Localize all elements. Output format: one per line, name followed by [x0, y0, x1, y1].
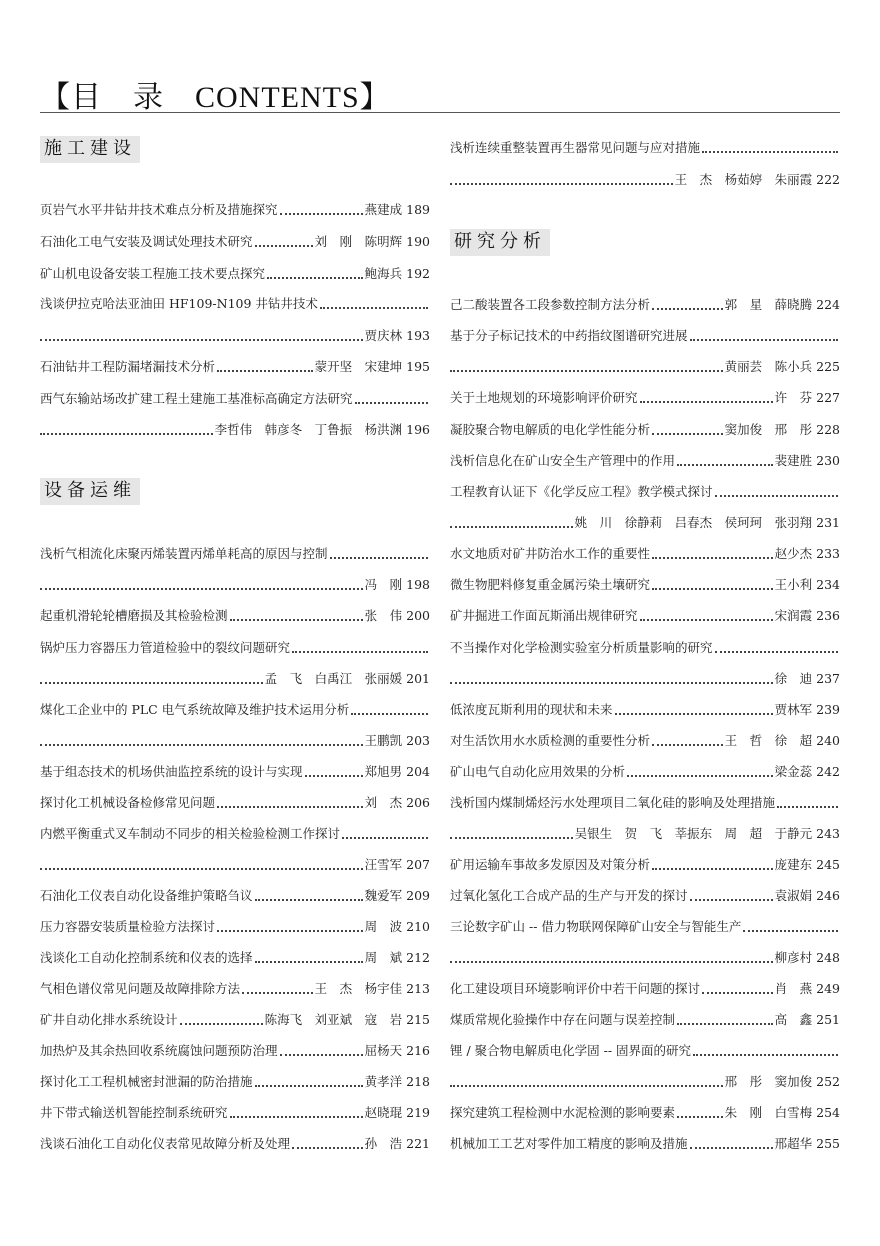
dot-leader	[40, 744, 363, 746]
entry-author: 周 波	[364, 919, 403, 934]
toc-entry[interactable]	[450, 324, 840, 344]
entry-title: 压力容器安装质量检验方法探讨	[40, 919, 216, 934]
entry-page-number: 221	[406, 1136, 430, 1151]
entry-title: 机械加工工艺对零件加工精度的影响及措施	[450, 1136, 688, 1151]
toc-entry-continuation[interactable]	[40, 573, 430, 593]
toc-entry[interactable]	[40, 355, 430, 375]
entry-author: 邢超华	[774, 1136, 813, 1151]
entry-page-number: 219	[406, 1105, 430, 1120]
entry-title: 矿用运输车事故多发原因及对策分析	[450, 857, 651, 872]
toc-header	[40, 70, 840, 114]
entry-title: 关于土地规划的环境影响评价研究	[450, 390, 638, 405]
dot-leader	[652, 868, 773, 870]
entry-page-number: 203	[406, 733, 430, 748]
dot-leader	[40, 588, 363, 590]
entry-author: 宋润霞	[774, 608, 813, 623]
entry-title: 加热炉及其余热回收系统腐蚀问题预防治理	[40, 1043, 278, 1058]
dot-leader	[450, 526, 573, 528]
toc-entry[interactable]	[450, 977, 840, 997]
entry-author: 黄孝洋	[364, 1074, 403, 1089]
toc-entry-continuation[interactable]	[450, 511, 840, 531]
entry-author: 许 芬	[774, 390, 813, 405]
entry-page-number: 213	[406, 981, 430, 996]
entry-author: 李哲伟 韩彦冬 丁鲁振 杨洪渊	[214, 422, 403, 437]
toc-entry[interactable]	[450, 604, 840, 624]
dot-leader	[255, 899, 363, 901]
toc-entry[interactable]	[450, 1101, 840, 1121]
toc-entry[interactable]	[40, 387, 430, 407]
toc-entry[interactable]	[40, 884, 430, 904]
entry-author: 冯 刚	[364, 577, 403, 592]
toc-entry[interactable]	[40, 1039, 430, 1059]
header-divider	[40, 112, 840, 113]
entry-page-number: 237	[816, 671, 840, 686]
toc-entry-continuation[interactable]	[450, 667, 840, 687]
entry-page-number: 236	[816, 608, 840, 623]
dot-leader	[255, 245, 313, 247]
dot-leader	[690, 899, 773, 901]
entry-title: 石油化工仪表自动化设备维护策略刍议	[40, 888, 253, 903]
entry-page-number: 201	[406, 671, 430, 686]
entry-author: 徐 迪	[774, 671, 813, 686]
toc-entry[interactable]	[40, 1101, 430, 1121]
entry-author: 郑旭男	[364, 764, 403, 779]
dot-leader	[702, 992, 773, 994]
entry-title: 探讨化工机械设备检修常见问题	[40, 795, 216, 810]
entry-title: 浅谈石油化工自动化仪表常见故障分析及处理	[40, 1136, 291, 1151]
entry-page-number: 228	[816, 422, 840, 437]
dot-leader	[255, 1085, 363, 1087]
dot-leader	[677, 1023, 773, 1025]
entry-title: 浅析气相流化床聚丙烯装置丙烯单耗高的原因与控制	[40, 546, 328, 561]
toc-entry[interactable]	[40, 915, 430, 935]
entry-title: 浅谈伊拉克哈法亚油田 HF109-N109 井钻井技术	[40, 296, 318, 311]
toc-entry[interactable]	[40, 230, 430, 250]
entry-author: 赵少杰	[774, 546, 813, 561]
entry-author: 吴银生 贺 飞 莘振东 周 超 于静元	[574, 826, 813, 841]
dot-leader	[777, 806, 838, 808]
entry-author: 刘 刚 陈明辉	[314, 234, 403, 249]
entry-page-number: 196	[406, 422, 430, 437]
dot-leader	[40, 682, 263, 684]
toc-entry-continuation[interactable]	[40, 667, 430, 687]
entry-author: 孟 飞 白禹江 张丽媛	[264, 671, 403, 686]
dot-leader	[217, 370, 313, 372]
entry-author: 王 哲 徐 超	[724, 733, 813, 748]
entry-page-number: 249	[816, 981, 840, 996]
entry-page-number: 245	[816, 857, 840, 872]
dot-leader	[355, 402, 428, 404]
toc-entry[interactable]	[40, 822, 430, 842]
dot-leader	[351, 713, 428, 715]
toc-entry[interactable]	[40, 946, 430, 966]
entry-title: 工程教育认证下《化学反应工程》教学模式探讨	[450, 484, 713, 499]
entry-page-number: 218	[406, 1074, 430, 1089]
dot-leader	[450, 1085, 723, 1087]
entry-title: 矿井掘进工作面瓦斯涌出规律研究	[450, 608, 638, 623]
entry-author: 窦加俊 邢 彤	[724, 422, 813, 437]
entry-page-number: 239	[816, 702, 840, 717]
section-label: 研究分析	[450, 229, 550, 256]
entry-title: 起重机滑轮轮槽磨损及其检验检测	[40, 608, 228, 623]
toc-entry[interactable]	[40, 542, 430, 562]
toc-entry[interactable]	[40, 604, 430, 624]
entry-author: 朱 刚 白雪梅	[724, 1105, 813, 1120]
entry-author: 梁金蕊	[774, 764, 813, 779]
entry-title: 煤化工企业中的 PLC 电气系统故障及维护技术运用分析	[40, 702, 350, 717]
toc-entry[interactable]	[40, 1070, 430, 1090]
dot-leader	[743, 930, 838, 932]
section-heading	[40, 478, 140, 506]
entry-title: 不当操作对化学检测实验室分析质量影响的研究	[450, 640, 713, 655]
dot-leader	[450, 837, 573, 839]
entry-title: 矿山电气自动化应用效果的分析	[450, 764, 626, 779]
entry-title: 化工建设项目环境影响评价中若干问题的探讨	[450, 981, 701, 996]
dot-leader	[615, 713, 773, 715]
entry-title: 过氧化氢化工合成产品的生产与开发的探讨	[450, 888, 688, 903]
toc-entry[interactable]	[450, 791, 840, 811]
entry-title: 浅谈化工自动化控制系统和仪表的选择	[40, 950, 253, 965]
toc-entry[interactable]	[450, 853, 840, 873]
entry-title: 探讨化工工程机械密封泄漏的防治措施	[40, 1074, 253, 1089]
dot-leader	[320, 307, 428, 309]
entry-page-number: 200	[406, 608, 430, 623]
entry-author: 王 杰 杨茹婷 朱丽霞	[674, 172, 813, 187]
toc-entry[interactable]	[450, 729, 840, 749]
dot-leader	[715, 495, 838, 497]
entry-author: 黄丽芸 陈小兵	[724, 359, 813, 374]
dot-leader	[280, 213, 363, 215]
entry-author: 袁淑娟	[774, 888, 813, 903]
entry-title: 基于分子标记技术的中药指纹图谱研究进展	[450, 328, 688, 343]
dot-leader	[677, 464, 773, 466]
entry-page-number: 192	[406, 266, 430, 281]
dot-leader	[242, 992, 313, 994]
entry-page-number: 240	[816, 733, 840, 748]
entry-page-number: 248	[816, 950, 840, 965]
toc-entry[interactable]	[40, 1132, 430, 1152]
dot-leader	[217, 930, 363, 932]
entry-title: 水文地质对矿井防治水工作的重要性	[450, 546, 651, 561]
entry-author: 贾林军	[774, 702, 813, 717]
toc-entry[interactable]	[450, 698, 840, 718]
toc-entry[interactable]	[450, 1039, 840, 1059]
entry-page-number: 212	[406, 950, 430, 965]
dot-leader	[280, 1054, 363, 1056]
entry-page-number: 227	[816, 390, 840, 405]
entry-title: 三论数字矿山 -- 借力物联网保障矿山安全与智能生产	[450, 919, 742, 934]
toc-entry[interactable]	[450, 542, 840, 562]
toc-entry-continuation[interactable]	[450, 822, 840, 842]
entry-title: 西气东输站场改扩建工程土建施工基准标高确定方法研究	[40, 391, 353, 406]
dot-leader	[40, 433, 213, 435]
entry-title: 浅析信息化在矿山安全生产管理中的作用	[450, 453, 676, 468]
entry-title: 石油钻井工程防漏堵漏技术分析	[40, 359, 216, 374]
entry-author: 郭 星 薛晓腾	[724, 297, 813, 312]
entry-title: 基于组态技术的机场供油监控系统的设计与实现	[40, 764, 303, 779]
toc-entry[interactable]	[40, 198, 430, 218]
entry-page-number: 207	[406, 857, 430, 872]
dot-leader	[305, 775, 363, 777]
dot-leader	[180, 1023, 263, 1025]
entry-page-number: 252	[816, 1074, 840, 1089]
entry-author: 周 斌	[364, 950, 403, 965]
entry-page-number: 230	[816, 453, 840, 468]
entry-title: 对生活饮用水水质检测的重要性分析	[450, 733, 651, 748]
dot-leader	[702, 151, 838, 153]
toc-entry[interactable]	[450, 136, 840, 156]
dot-leader	[652, 588, 773, 590]
entry-page-number: 224	[816, 297, 840, 312]
dot-leader	[715, 651, 838, 653]
entry-author: 贾庆林	[364, 328, 403, 343]
entry-page-number: 206	[406, 795, 430, 810]
entry-author: 邢 彤 窦加俊	[724, 1074, 813, 1089]
dot-leader	[640, 619, 773, 621]
entry-author: 赵晓琨	[364, 1105, 403, 1120]
toc-entry-continuation[interactable]	[450, 168, 840, 188]
entry-page-number: 255	[816, 1136, 840, 1151]
dot-leader	[690, 339, 838, 341]
toc-entry[interactable]	[450, 418, 840, 438]
entry-page-number: 242	[816, 764, 840, 779]
toc-entry[interactable]	[450, 573, 840, 593]
entry-page-number: 195	[406, 359, 430, 374]
dot-leader	[292, 651, 428, 653]
dot-leader	[217, 806, 363, 808]
entry-title: 煤质常规化验操作中存在问题与误差控制	[450, 1012, 676, 1027]
entry-page-number: 251	[816, 1012, 840, 1027]
entry-title: 己二酸装置各工段参数控制方法分析	[450, 297, 651, 312]
dot-leader	[652, 744, 723, 746]
dot-leader	[450, 370, 723, 372]
entry-author: 魏爱军	[364, 888, 403, 903]
entry-title: 气相色谱仪常见问题及故障排除方法	[40, 981, 241, 996]
entry-page-number: 189	[406, 202, 430, 217]
toc-entry[interactable]	[40, 698, 430, 718]
toc-entry-continuation[interactable]	[450, 1070, 840, 1090]
dot-leader	[450, 183, 673, 185]
entry-author: 柳彦村	[774, 950, 813, 965]
entry-author: 王小利	[774, 577, 813, 592]
dot-leader	[627, 775, 773, 777]
entry-author: 刘 杰	[364, 795, 403, 810]
entry-page-number: 243	[816, 826, 840, 841]
entry-author: 鲍海兵	[364, 266, 403, 281]
toc-entry[interactable]	[450, 636, 840, 656]
toc-entry[interactable]	[40, 791, 430, 811]
entry-author: 燕建成	[364, 202, 403, 217]
entry-author: 庞建东	[774, 857, 813, 872]
entry-author: 蒙开坚 宋建坤	[314, 359, 403, 374]
entry-page-number: 193	[406, 328, 430, 343]
entry-page-number: 204	[406, 764, 430, 779]
entry-title: 内燃平衡重式叉车制动不同步的相关检验检测工作探讨	[40, 826, 341, 841]
entry-title: 页岩气水平井钻井技术难点分析及措施探究	[40, 202, 278, 217]
dot-leader	[690, 1147, 773, 1149]
section-heading	[450, 229, 550, 257]
toc-entry[interactable]	[450, 386, 840, 406]
toc-entry[interactable]	[450, 1008, 840, 1028]
entry-title: 锅炉压力容器压力管道检验中的裂纹问题研究	[40, 640, 291, 655]
toc-entry-continuation[interactable]	[450, 946, 840, 966]
toc-entry[interactable]	[450, 293, 840, 313]
entry-title: 低浓度瓦斯利用的现状和未来	[450, 702, 613, 717]
toc-entry[interactable]	[40, 292, 430, 312]
toc-entry-continuation[interactable]	[450, 355, 840, 375]
entry-title: 井下带式输送机智能控制系统研究	[40, 1105, 228, 1120]
entry-page-number: 222	[816, 172, 840, 187]
entry-author: 裴建胜	[774, 453, 813, 468]
section-heading	[40, 136, 140, 164]
entry-page-number: 216	[406, 1043, 430, 1058]
section-label: 设备运维	[40, 478, 140, 505]
dot-leader	[450, 961, 773, 963]
toc-entry[interactable]	[450, 915, 840, 935]
dot-leader	[640, 401, 773, 403]
entry-page-number: 225	[816, 359, 840, 374]
entry-title: 微生物肥料修复重金属污染土壤研究	[450, 577, 651, 592]
section-label: 施工建设	[40, 136, 140, 163]
dot-leader	[693, 1054, 838, 1056]
entry-page-number: 210	[406, 919, 430, 934]
page-title: 【目 录 CONTENTS】	[40, 81, 391, 114]
toc-entry[interactable]	[450, 1132, 840, 1152]
entry-page-number: 231	[816, 515, 840, 530]
toc-entry[interactable]	[40, 1008, 430, 1028]
toc-entry[interactable]	[40, 636, 430, 656]
toc-entry-continuation[interactable]	[40, 729, 430, 749]
entry-page-number: 246	[816, 888, 840, 903]
entry-page-number: 215	[406, 1012, 430, 1027]
entry-title: 凝胶聚合物电解质的电化学性能分析	[450, 422, 651, 437]
dot-leader	[40, 339, 363, 341]
entry-page-number: 209	[406, 888, 430, 903]
entry-author: 屈杨天	[364, 1043, 403, 1058]
entry-title: 浅析国内煤制烯烃污水处理项目二氧化硅的影响及处理措施	[450, 795, 776, 810]
toc-entry-continuation[interactable]	[40, 418, 430, 438]
entry-title: 锂 / 聚合物电解质电化学固 -- 固界面的研究	[450, 1043, 692, 1058]
entry-page-number: 254	[816, 1105, 840, 1120]
entry-author: 陈海飞 刘亚斌 寇 岩	[264, 1012, 403, 1027]
toc-entry-continuation[interactable]	[40, 853, 430, 873]
dot-leader	[292, 1147, 363, 1149]
entry-page-number: 198	[406, 577, 430, 592]
dot-leader	[40, 868, 363, 870]
entry-author: 肖 燕	[774, 981, 813, 996]
toc-entry[interactable]	[40, 977, 430, 997]
dot-leader	[230, 619, 363, 621]
dot-leader	[450, 682, 773, 684]
entry-page-number: 233	[816, 546, 840, 561]
dot-leader	[267, 277, 363, 279]
dot-leader	[230, 1116, 363, 1118]
toc-entry[interactable]	[40, 760, 430, 780]
entry-title: 浅析连续重整装置再生器常见问题与应对措施	[450, 140, 701, 155]
dot-leader	[677, 1116, 723, 1118]
dot-leader	[255, 961, 363, 963]
dot-leader	[652, 308, 723, 310]
entry-author: 王 杰 杨宇佳	[314, 981, 403, 996]
entry-page-number: 190	[406, 234, 430, 249]
entry-author: 姚 川 徐静莉 吕春杰 侯珂珂 张羽翔	[574, 515, 813, 530]
dot-leader	[652, 433, 723, 435]
entry-title: 探究建筑工程检测中水泥检测的影响要素	[450, 1105, 676, 1120]
toc-entry[interactable]	[450, 760, 840, 780]
entry-author: 汪雪军	[364, 857, 403, 872]
toc-entry[interactable]	[450, 884, 840, 904]
toc-entry-continuation[interactable]	[40, 324, 430, 344]
dot-leader	[652, 557, 773, 559]
toc-entry[interactable]	[450, 480, 840, 500]
entry-title: 石油化工电气安装及调试处理技术研究	[40, 234, 253, 249]
entry-author: 张 伟	[364, 608, 403, 623]
dot-leader	[330, 557, 428, 559]
entry-page-number: 234	[816, 577, 840, 592]
entry-author: 孙 浩	[364, 1136, 403, 1151]
entry-author: 高 鑫	[774, 1012, 813, 1027]
dot-leader	[342, 837, 428, 839]
toc-entry[interactable]	[450, 449, 840, 469]
entry-author: 王鹏凯	[364, 733, 403, 748]
entry-title: 矿山机电设备安装工程施工技术要点探究	[40, 266, 266, 281]
entry-title: 矿井自动化排水系统设计	[40, 1012, 178, 1027]
toc-entry[interactable]	[40, 262, 430, 282]
